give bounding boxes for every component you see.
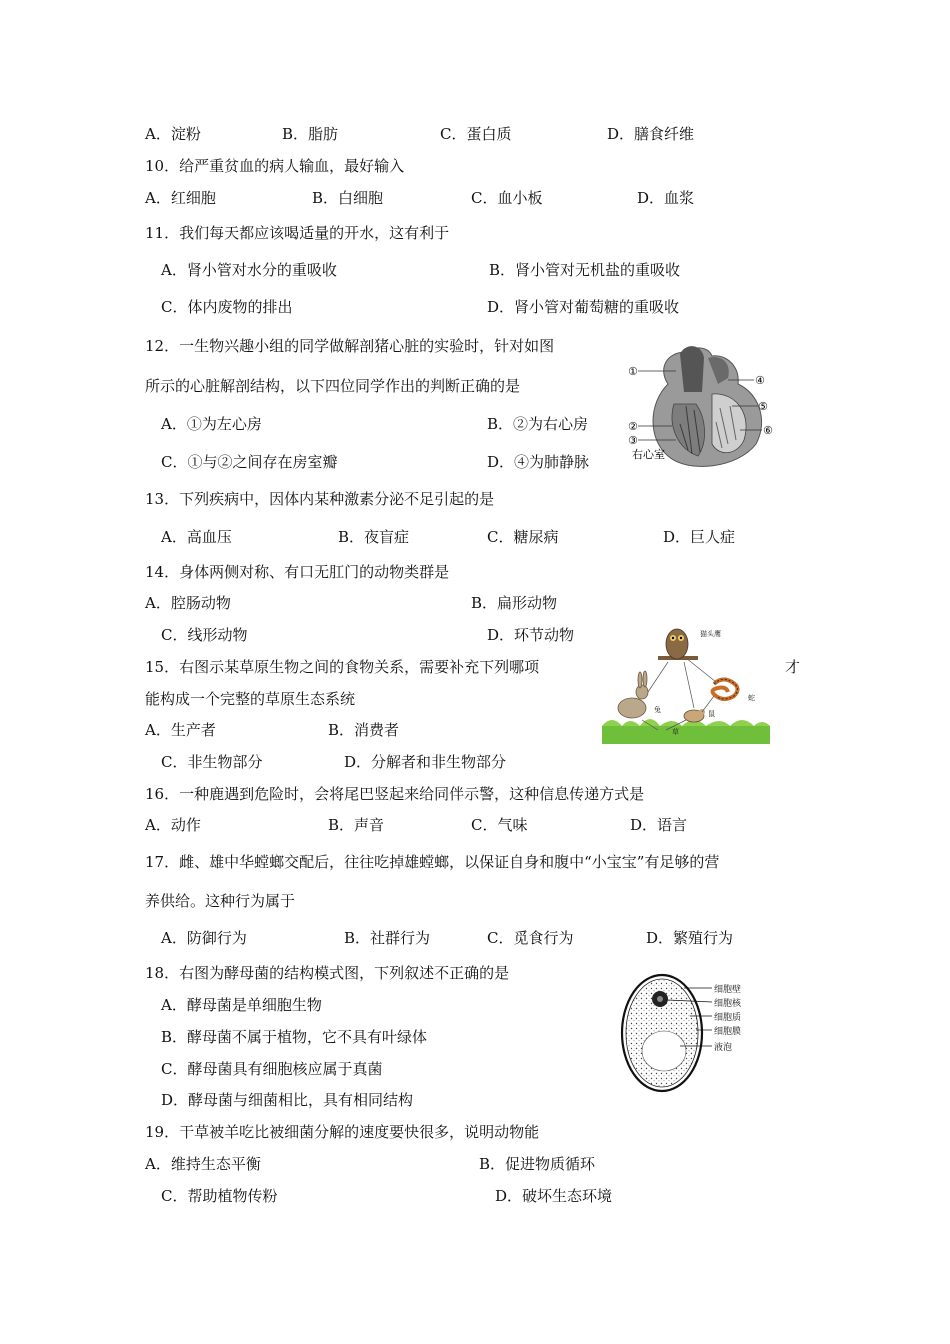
q17-option-d: D．繁殖行为 <box>646 929 734 947</box>
q16-stem: 16．一种鹿遇到危险时，会将尾巴竖起来给同伴示警，这种信息传递方式是 <box>145 785 645 803</box>
q12-option-c: C．①与②之间存在房室瓣 <box>161 453 338 471</box>
food-web-mouse-label: 鼠 <box>708 710 715 718</box>
q18-option-b: B．酵母菌不属于植物，它不具有叶绿体 <box>161 1028 428 1046</box>
q15-option-b: B．消费者 <box>328 721 400 739</box>
q14-option-c: C．线形动物 <box>161 626 248 644</box>
q10-stem: 10．给严重贫血的病人输血，最好输入 <box>145 157 405 175</box>
q19-option-d: D．破坏生态环境 <box>495 1187 613 1205</box>
q11-option-b: B．肾小管对无机盐的重吸收 <box>489 261 681 279</box>
food-web-snake-label: 蛇 <box>748 694 755 702</box>
q14-option-d: D．环节动物 <box>487 626 575 644</box>
food-web-owl-label: 猫头鹰 <box>700 630 721 638</box>
q11-option-a: A．肾小管对水分的重吸收 <box>161 261 337 279</box>
q18-stem: 18．右图为酵母菌的结构模式图，下列叙述不正确的是 <box>145 964 510 982</box>
q17-stem-line1: 17．雌、雄中华螳螂交配后，往往吃掉雄螳螂，以保证自身和腹中“小宝宝”有足够的营 <box>145 853 720 871</box>
q17-stem-line2: 养供给。这种行为属于 <box>145 892 296 910</box>
q16-option-d: D．语言 <box>630 816 688 834</box>
q13-option-d: D．巨人症 <box>663 528 736 546</box>
q16-option-b: B．声音 <box>328 816 385 834</box>
q15-stem-cai: 才 <box>785 658 801 676</box>
q12-stem-line2: 所示的心脏解剖结构，以下四位同学作出的判断正确的是 <box>145 377 521 395</box>
heart-label-6: ⑥ <box>763 424 773 437</box>
q17-option-c: C．觅食行为 <box>487 929 574 947</box>
q16-option-a: A．动作 <box>145 816 201 834</box>
heart-label-3: ③ <box>628 434 638 447</box>
yeast-cytoplasm-label: 细胞质 <box>714 1013 742 1023</box>
q19-stem: 19．干草被羊吃比被细菌分解的速度要快很多，说明动物能 <box>145 1123 540 1141</box>
q13-option-b: B．夜盲症 <box>338 528 410 546</box>
q14-stem: 14．身体两侧对称、有口无肛门的动物类群是 <box>145 563 450 581</box>
yeast-membrane-label: 细胞膜 <box>714 1027 742 1037</box>
q11-stem: 11．我们每天都应该喝适量的开水，这有利于 <box>145 224 450 242</box>
heart-caption: 右心室 <box>632 448 665 461</box>
q10-option-d: D．血浆 <box>637 189 695 207</box>
q15-stem-line2: 能构成一个完整的草原生态系统 <box>145 690 356 708</box>
q11-option-d: D．肾小管对葡萄糖的重吸收 <box>487 298 680 316</box>
q11-option-c: C．体内废物的排出 <box>161 298 293 316</box>
q10-option-c: C．血小板 <box>471 189 543 207</box>
yeast-cell-diagram <box>620 972 772 1096</box>
q17-option-b: B．社群行为 <box>344 929 431 947</box>
q15-option-d: D．分解者和非生物部分 <box>344 753 507 771</box>
heart-label-1: ① <box>628 365 638 378</box>
q19-option-c: C．帮助植物传粉 <box>161 1187 278 1205</box>
yeast-vacuole-label: 液泡 <box>714 1043 733 1053</box>
heart-label-2: ② <box>628 420 638 433</box>
food-web-diagram <box>602 622 770 744</box>
q9-option-c: C．蛋白质 <box>440 125 512 143</box>
q15-option-a: A．生产者 <box>145 721 216 739</box>
yeast-wall-label: 细胞壁 <box>714 985 742 995</box>
q13-option-c: C．糖尿病 <box>487 528 559 546</box>
q12-option-a: A．①为左心房 <box>161 415 262 433</box>
q15-stem-line1: 15．右图示某草原生物之间的食物关系，需要补充下列哪项 <box>145 658 540 676</box>
q13-option-a: A．高血压 <box>161 528 232 546</box>
q14-option-a: A．腔肠动物 <box>145 594 231 612</box>
q13-stem: 13．下列疾病中，因体内某种激素分泌不足引起的是 <box>145 490 495 508</box>
q16-option-c: C．气味 <box>471 816 528 834</box>
q18-option-c: C．酵母菌具有细胞核应属于真菌 <box>161 1060 383 1078</box>
q19-option-b: B．促进物质循环 <box>479 1155 596 1173</box>
q14-option-b: B．扁形动物 <box>471 594 558 612</box>
heart-diagram <box>628 344 780 472</box>
q9-option-a: A．淀粉 <box>145 125 201 143</box>
food-web-grass-label: 草 <box>672 728 679 736</box>
q19-option-a: A．维持生态平衡 <box>145 1155 261 1173</box>
q12-option-b: B．②为右心房 <box>487 415 589 433</box>
q9-option-b: B．脂肪 <box>282 125 339 143</box>
q12-stem-line1: 12．一生物兴趣小组的同学做解剖猪心脏的实验时，针对如图 <box>145 337 555 355</box>
q10-option-a: A．红细胞 <box>145 189 216 207</box>
yeast-nucleus-label: 细胞核 <box>714 999 742 1009</box>
heart-label-5: ⑤ <box>758 400 768 413</box>
q18-option-a: A．酵母菌是单细胞生物 <box>161 996 322 1014</box>
q17-option-a: A．防御行为 <box>161 929 247 947</box>
q10-option-b: B．白细胞 <box>312 189 384 207</box>
q15-option-c: C．非生物部分 <box>161 753 263 771</box>
food-web-rabbit-label: 兔 <box>654 706 661 714</box>
q18-option-d: D．酵母菌与细菌相比，具有相同结构 <box>161 1091 414 1109</box>
q9-option-d: D．膳食纤维 <box>607 125 695 143</box>
q12-option-d: D．④为肺静脉 <box>487 453 590 471</box>
heart-label-4: ④ <box>755 374 765 387</box>
